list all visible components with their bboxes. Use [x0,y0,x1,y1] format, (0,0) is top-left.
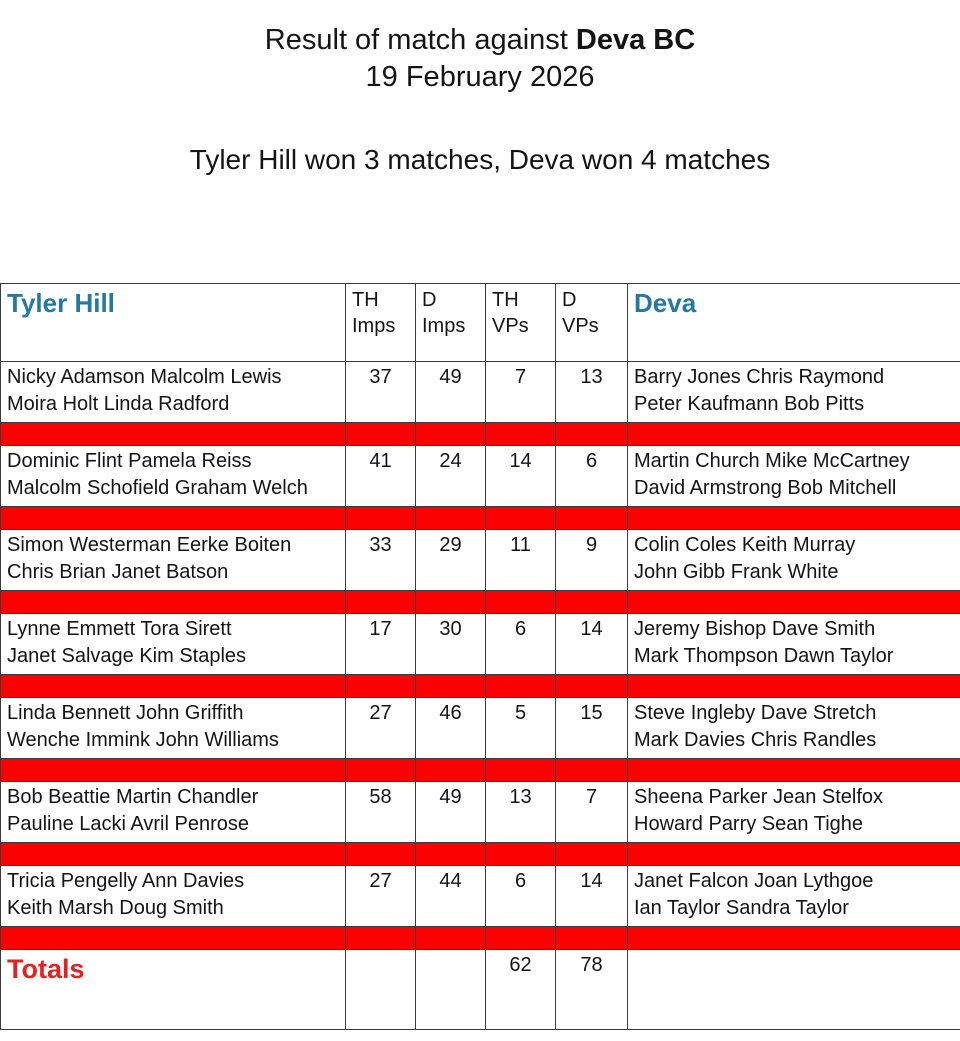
home-players-cell [1,782,346,843]
separator-cell [628,675,960,698]
home-pair-2: Moira Holt Linda Radford [7,393,230,415]
home-players-cell [1,698,346,759]
totals-d-vps-cell: 78 [556,950,628,1030]
home-pair-1: Nicky Adamson Malcolm Lewis [7,366,282,388]
separator-row [1,507,960,530]
away-players-cell [628,866,960,927]
separator-row [1,843,960,866]
totals-away-cell [628,950,960,1030]
home-players-cell [1,530,346,591]
d-vps-cell: 14 [556,614,628,675]
th-vps-header [486,284,556,362]
separator-cell [556,507,628,530]
home-pair-2: Janet Salvage Kim Staples [7,645,247,667]
separator-cell [346,759,416,782]
separator-cell [556,591,628,614]
separator-row [1,927,960,950]
separator-cell [628,591,960,614]
separator-cell [416,591,486,614]
d-imps-header-line2: Imps [422,315,466,337]
home-players-cell [1,446,346,507]
d-vps-cell: 6 [556,446,628,507]
d-vps-header [556,284,628,362]
d-imps-cell: 44 [416,866,486,927]
separator-cell [1,591,346,614]
totals-th-vps-cell: 62 [486,950,556,1030]
separator-row [1,675,960,698]
d-vps-cell: 14 [556,866,628,927]
th-imps-cell: 58 [346,782,416,843]
th-vps-header-line1: TH [492,289,519,311]
separator-cell [486,759,556,782]
separator-row [1,759,960,782]
totals-label: Totals [1,950,346,1030]
th-imps-cell: 37 [346,362,416,423]
match-row [1,782,960,843]
separator-cell [556,927,628,950]
d-imps-header-line1: D [422,289,437,311]
home-team-header: Tyler Hill [1,284,346,362]
separator-cell [416,843,486,866]
home-pair-1: Simon Westerman Eerke Boiten [7,534,292,556]
match-row [1,698,960,759]
away-players-cell [628,782,960,843]
away-pair-2: Mark Thompson Dawn Taylor [634,645,894,667]
separator-cell [416,423,486,446]
separator-cell [486,591,556,614]
d-imps-cell: 49 [416,782,486,843]
away-pair-2: Peter Kaufmann Bob Pitts [634,393,865,415]
separator-cell [1,759,346,782]
d-vps-cell: 15 [556,698,628,759]
d-vps-cell: 7 [556,782,628,843]
away-pair-1: Martin Church Mike McCartney [634,450,910,472]
away-players-cell [628,698,960,759]
away-players-cell [628,362,960,423]
d-imps-cell: 46 [416,698,486,759]
page-title-prefix: Result of match against [264,24,576,56]
separator-cell [556,759,628,782]
d-imps-cell: 24 [416,446,486,507]
separator-cell [556,675,628,698]
away-players-cell [628,446,960,507]
totals-d-imps-cell [416,950,486,1030]
match-summary: Tyler Hill won 3 matches, Deva won 4 matches [189,144,771,175]
separator-cell [416,675,486,698]
d-vps-cell: 13 [556,362,628,423]
th-vps-cell: 14 [486,446,556,507]
separator-row [1,423,960,446]
th-imps-header-line2: Imps [352,315,396,337]
th-imps-cell: 33 [346,530,416,591]
th-imps-cell: 27 [346,866,416,927]
separator-cell [628,927,960,950]
home-pair-2: Keith Marsh Doug Smith [7,897,224,919]
separator-cell [1,507,346,530]
d-vps-header-line2: VPs [562,315,599,337]
separator-cell [416,759,486,782]
match-row [1,614,960,675]
separator-cell [628,507,960,530]
th-imps-header-line1: TH [352,289,379,311]
opponent-name: Deva BC [575,24,696,56]
separator-cell [486,927,556,950]
d-imps-cell: 29 [416,530,486,591]
home-players-cell [1,866,346,927]
separator-cell [346,927,416,950]
separator-cell [346,423,416,446]
home-pair-2: Malcolm Schofield Graham Welch [7,477,308,499]
separator-cell [346,507,416,530]
separator-row [1,591,960,614]
d-imps-cell: 30 [416,614,486,675]
away-pair-2: Howard Parry Sean Tighe [634,813,864,835]
separator-cell [486,675,556,698]
separator-cell [1,927,346,950]
home-pair-2: Chris Brian Janet Batson [7,561,229,583]
separator-cell [346,591,416,614]
match-row [1,446,960,507]
home-pair-2: Wenche Immink John Williams [7,729,279,751]
separator-cell [1,843,346,866]
separator-cell [628,423,960,446]
home-pair-1: Bob Beattie Martin Chandler [7,786,259,808]
separator-cell [486,507,556,530]
match-date: 19 February 2026 [365,61,595,93]
separator-cell [346,675,416,698]
home-pair-1: Tricia Pengelly Ann Davies [7,870,245,892]
page-header [0,0,960,178]
away-pair-1: Jeremy Bishop Dave Smith [634,618,876,640]
away-players-cell [628,530,960,591]
separator-cell [1,423,346,446]
away-pair-1: Janet Falcon Joan Lythgoe [634,870,874,892]
away-pair-1: Sheena Parker Jean Stelfox [634,786,884,808]
th-vps-cell: 13 [486,782,556,843]
away-pair-1: Barry Jones Chris Raymond [634,366,885,388]
separator-cell [346,843,416,866]
match-row [1,362,960,423]
home-pair-1: Linda Bennett John Griffith [7,702,244,724]
home-pair-1: Dominic Flint Pamela Reiss [7,450,252,472]
away-team-header: Deva [628,284,960,362]
home-pair-2: Pauline Lacki Avril Penrose [7,813,249,835]
separator-cell [556,423,628,446]
away-pair-2: Ian Taylor Sandra Taylor [634,897,849,919]
th-imps-header [346,284,416,362]
separator-cell [416,507,486,530]
away-pair-1: Colin Coles Keith Murray [634,534,856,556]
th-imps-cell: 27 [346,698,416,759]
results-table [0,283,960,1030]
separator-cell [628,759,960,782]
totals-th-imps-cell [346,950,416,1030]
th-imps-cell: 17 [346,614,416,675]
th-vps-cell: 7 [486,362,556,423]
th-vps-cell: 11 [486,530,556,591]
d-imps-cell: 49 [416,362,486,423]
home-players-cell [1,614,346,675]
separator-cell [486,843,556,866]
away-pair-2: David Armstrong Bob Mitchell [634,477,897,499]
table-header-row [1,284,960,362]
away-pair-2: Mark Davies Chris Randles [634,729,877,751]
away-players-cell [628,614,960,675]
d-imps-header [416,284,486,362]
home-players-cell [1,362,346,423]
separator-cell [486,423,556,446]
separator-cell [1,675,346,698]
home-pair-1: Lynne Emmett Tora Sirett [7,618,232,640]
th-vps-cell: 6 [486,614,556,675]
d-vps-cell: 9 [556,530,628,591]
th-vps-cell: 5 [486,698,556,759]
match-row [1,530,960,591]
separator-cell [416,927,486,950]
match-row [1,866,960,927]
th-imps-cell: 41 [346,446,416,507]
th-vps-header-line2: VPs [492,315,529,337]
th-vps-cell: 6 [486,866,556,927]
totals-row [1,950,960,1030]
away-pair-1: Steve Ingleby Dave Stretch [634,702,877,724]
separator-cell [556,843,628,866]
separator-cell [628,843,960,866]
away-pair-2: John Gibb Frank White [634,561,839,583]
page-title [0,0,960,59]
d-vps-header-line1: D [562,289,577,311]
